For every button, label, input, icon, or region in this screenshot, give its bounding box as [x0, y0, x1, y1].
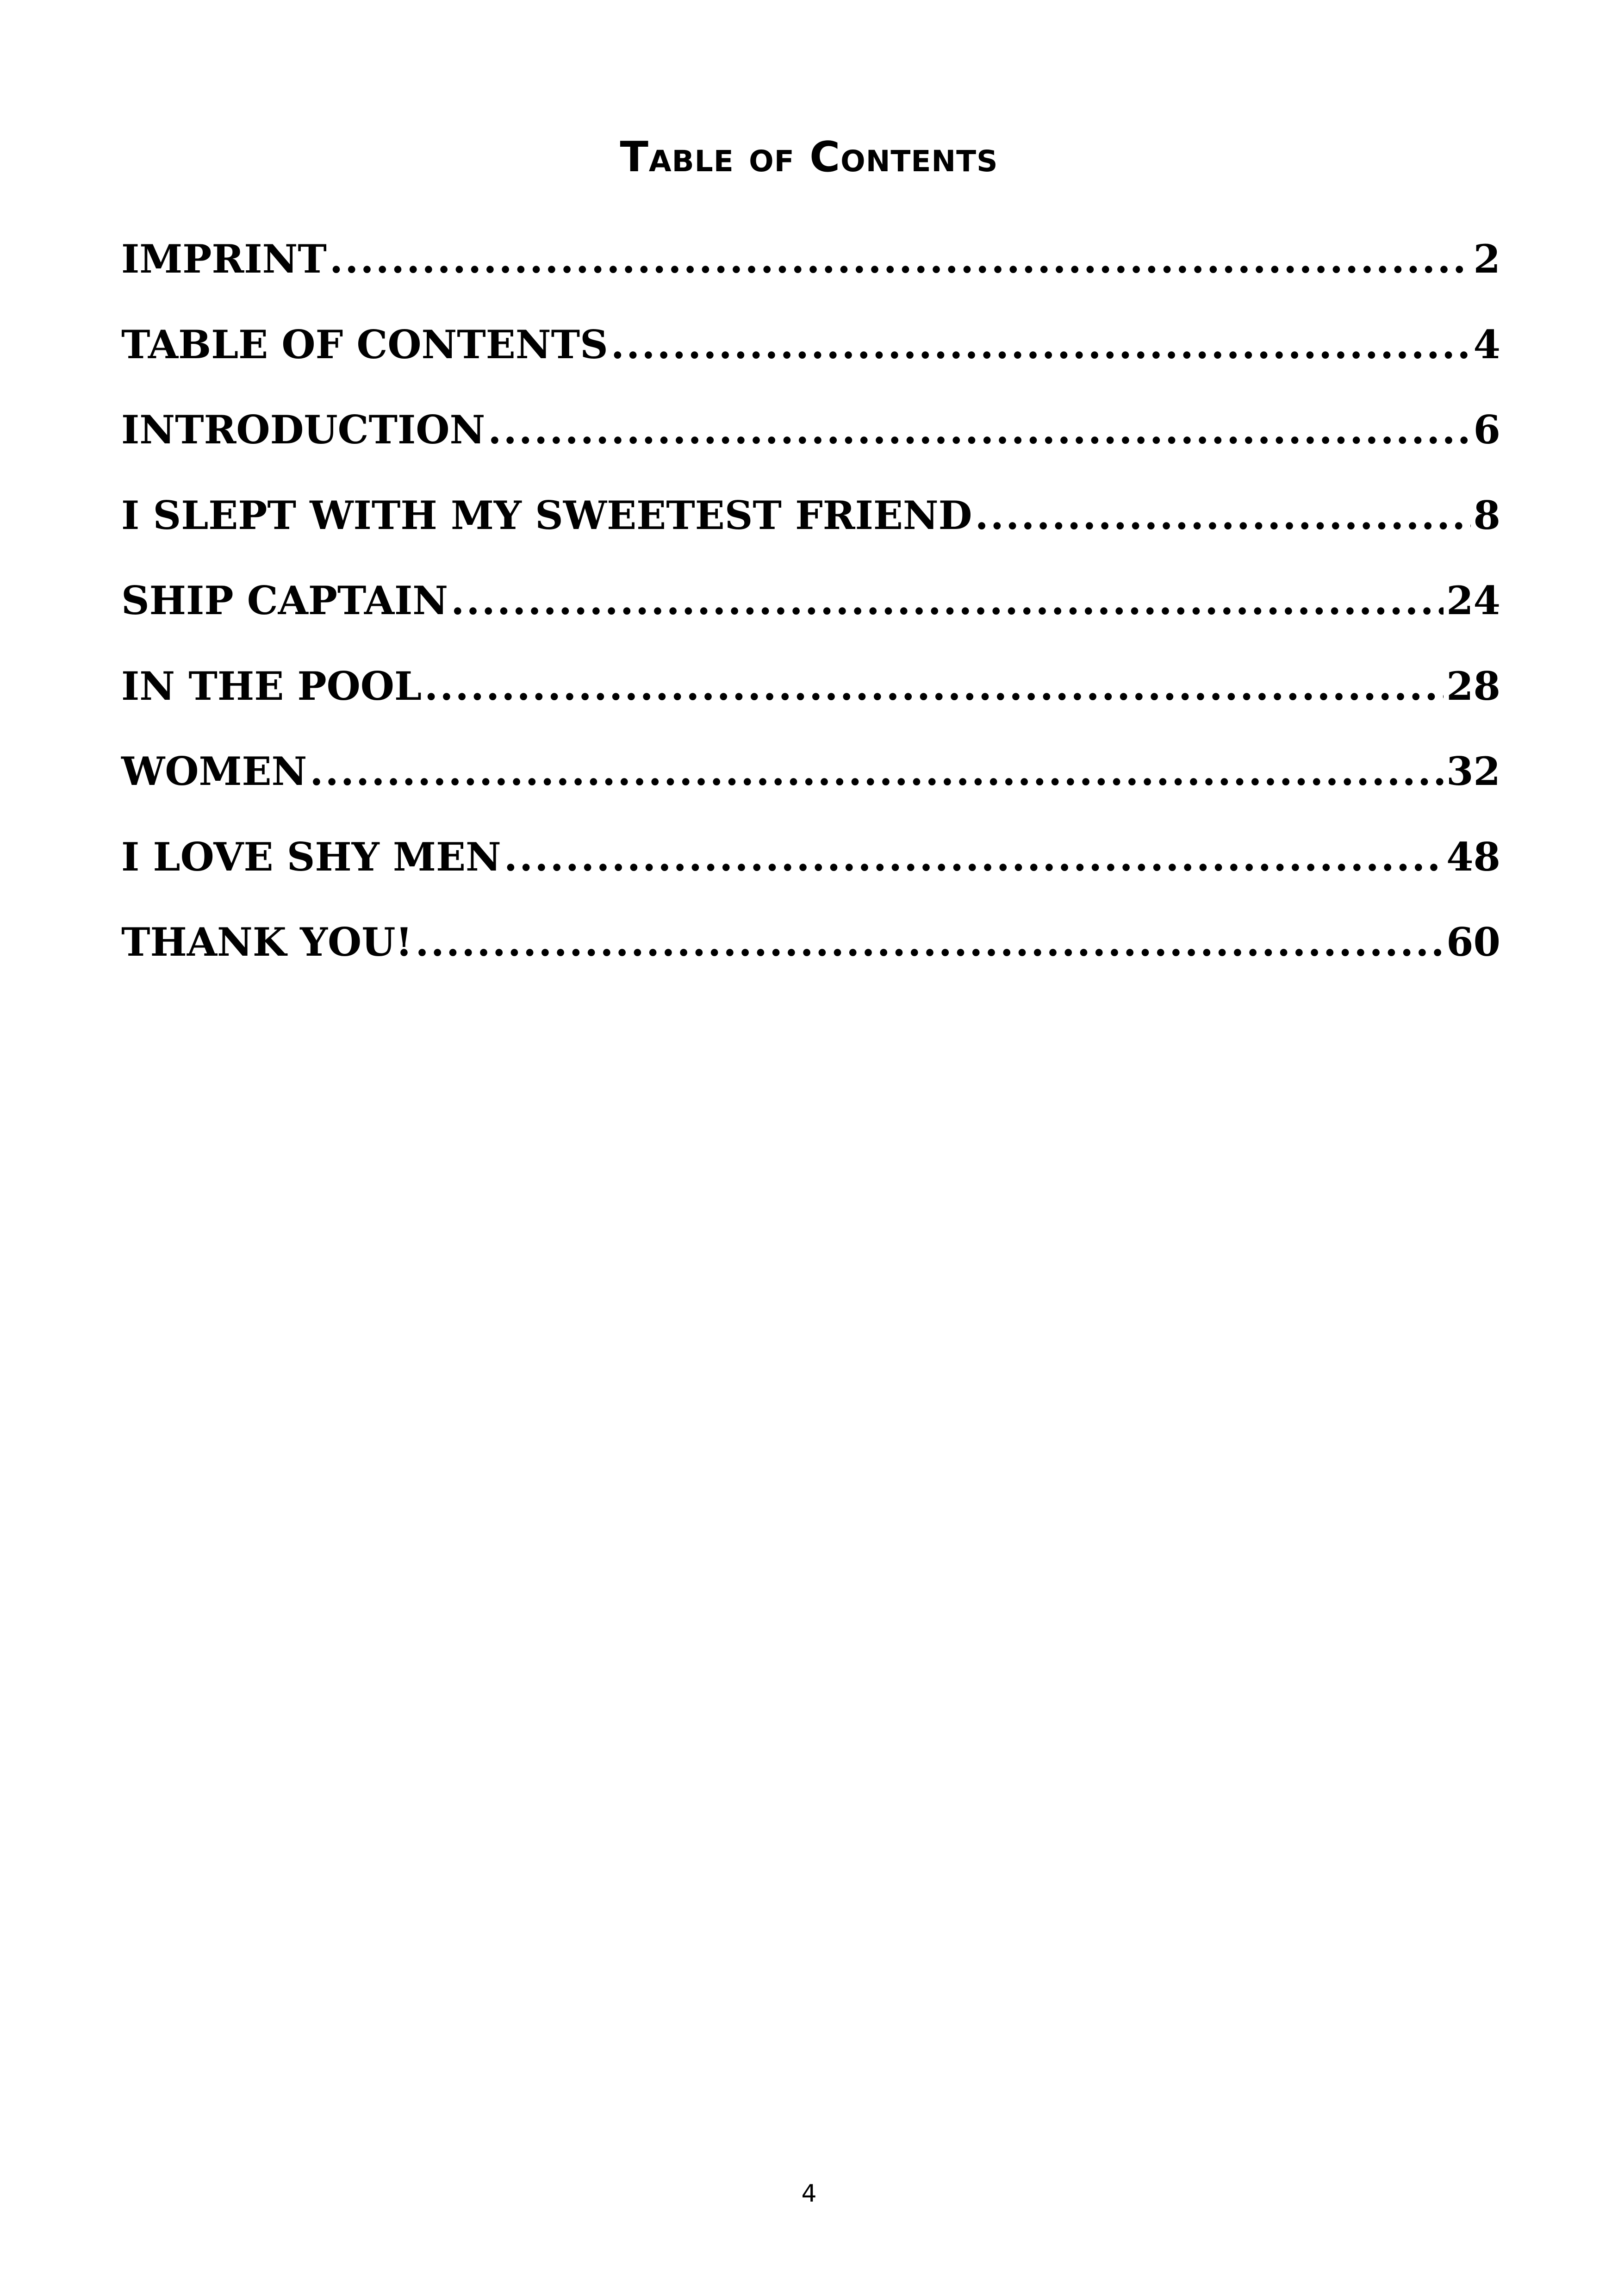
toc-entry-title: INTRODUCTION	[121, 407, 485, 453]
dot-leader	[611, 317, 1471, 373]
toc-entry-thank-you[interactable]	[121, 915, 1500, 1000]
toc-entry-imprint[interactable]	[121, 231, 1500, 317]
toc-entry-sweetest-friend[interactable]	[121, 488, 1500, 573]
toc-entry-title: TABLE OF CONTENTS	[121, 321, 608, 367]
toc-entry-title: SHIP CAPTAIN	[121, 578, 448, 623]
dot-leader	[310, 744, 1444, 799]
toc-entry-title: I LOVE SHY MEN	[121, 834, 501, 880]
toc-entry-page: 6	[1473, 407, 1500, 453]
toc-entry-page: 48	[1446, 834, 1500, 880]
toc-entry-in-the-pool[interactable]	[121, 659, 1500, 744]
toc-entry-ship-captain[interactable]	[121, 573, 1500, 659]
toc-entry-page: 24	[1446, 578, 1500, 623]
dot-leader	[504, 829, 1444, 885]
dot-leader	[488, 402, 1470, 458]
toc-entry-page: 8	[1473, 492, 1500, 538]
toc-list	[121, 231, 1500, 1000]
dot-leader	[330, 231, 1471, 287]
toc-entry-page: 2	[1473, 236, 1500, 282]
dot-leader	[451, 573, 1444, 628]
toc-entry-title: IN THE POOL	[121, 663, 422, 709]
toc-entry-page: 32	[1446, 748, 1500, 794]
toc-entry-title: WOMEN	[121, 748, 307, 794]
toc-entry-title: I SLEPT WITH MY SWEETEST FRIEND	[121, 492, 972, 538]
page-number: 4	[801, 2180, 817, 2208]
toc-entry-title: IMPRINT	[121, 236, 327, 282]
dot-leader	[424, 659, 1444, 714]
dot-leader	[415, 915, 1444, 970]
toc-entry-women[interactable]	[121, 744, 1500, 829]
toc-entry-page: 60	[1446, 919, 1500, 965]
toc-entry-page: 4	[1473, 321, 1500, 367]
toc-entry-title: THANK YOU!	[121, 919, 413, 965]
toc-entry-shy-men[interactable]	[121, 829, 1500, 915]
page-title: Table of Contents	[620, 133, 998, 182]
toc-entry-table-of-contents[interactable]	[121, 317, 1500, 403]
toc-entry-introduction[interactable]	[121, 402, 1500, 488]
toc-entry-page: 28	[1446, 663, 1500, 709]
dot-leader	[975, 488, 1471, 543]
